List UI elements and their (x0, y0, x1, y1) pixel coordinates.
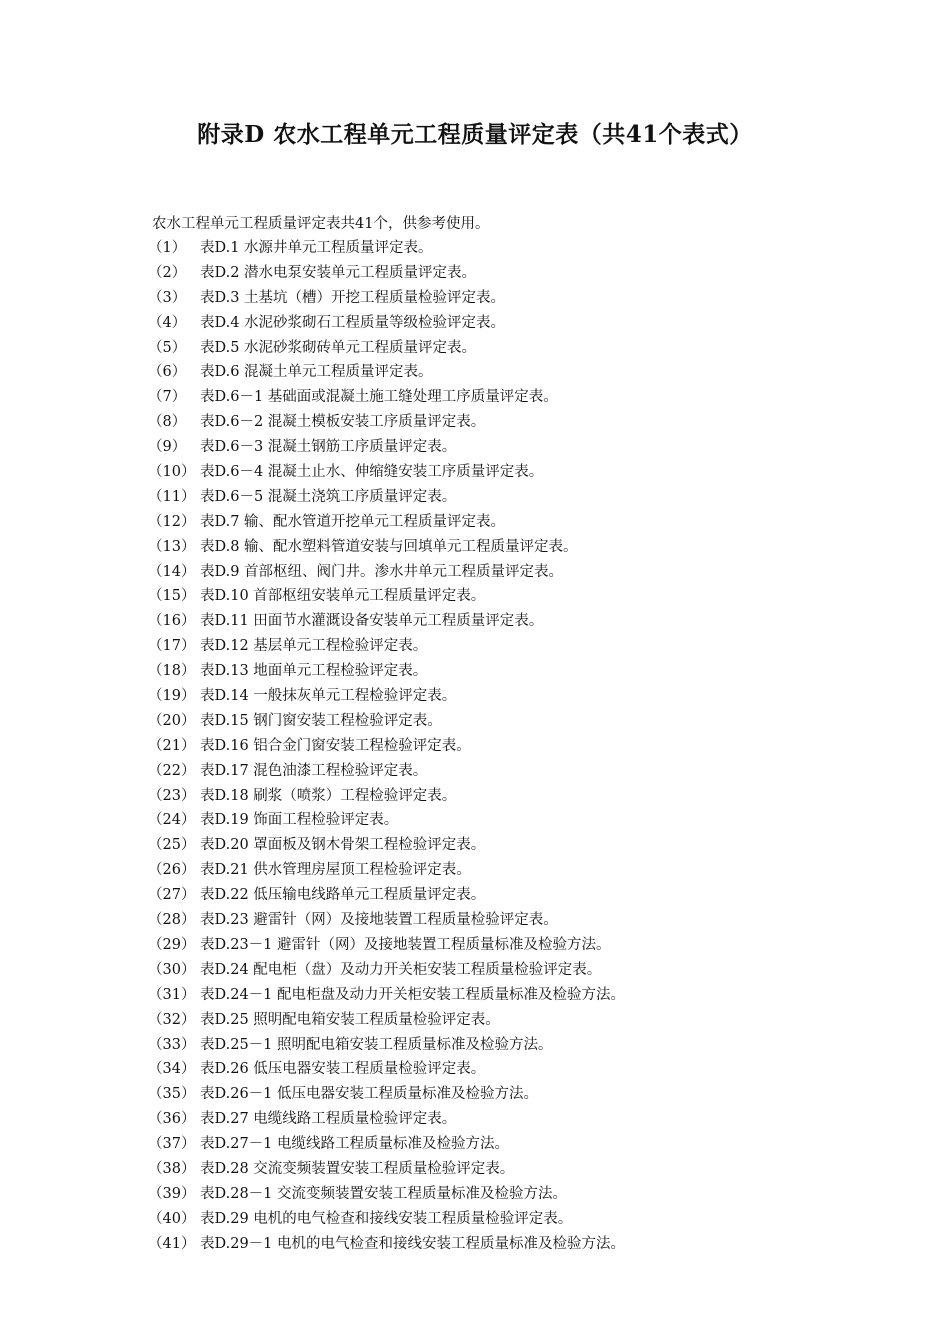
list-item-number: （4） (148, 314, 187, 331)
list-item-number: （28） (148, 912, 196, 929)
list-item (148, 1008, 848, 1033)
list-item-number: （33） (148, 1036, 196, 1053)
list-item (148, 460, 848, 485)
list-item-number: （40） (148, 1210, 196, 1227)
list-item-number: （30） (148, 961, 196, 978)
list-item-text: 表D.24 配电柜（盘）及动力开关柜安装工程质量检验评定表。 (200, 961, 602, 978)
list-item (148, 510, 848, 535)
list-item-number: （27） (148, 887, 196, 904)
list-item-text: 表D.9 首部枢纽、阀门井。渗水井单元工程质量评定表。 (200, 563, 564, 580)
list-item (148, 1207, 848, 1232)
list-item (148, 734, 848, 759)
list-item (148, 336, 848, 361)
list-item-text: 表D.26 低压电器安装工程质量检验评定表。 (200, 1061, 486, 1078)
list-item-text: 表D.6－1 基础面或混凝土施工缝处理工序质量评定表。 (200, 389, 558, 406)
list-item-text: 表D.26－1 低压电器安装工程质量标准及检验方法。 (200, 1086, 539, 1103)
list-item (148, 435, 848, 460)
list-item-text: 表D.19 饰面工程检验评定表。 (200, 812, 399, 829)
list-item (148, 684, 848, 709)
list-item (148, 311, 848, 336)
list-item-text: 表D.27－1 电缆线路工程质量标准及检验方法。 (200, 1136, 510, 1153)
list-item (148, 385, 848, 410)
list-item-number: （16） (148, 613, 196, 630)
list-item (148, 808, 848, 833)
list-item-number: （2） (148, 264, 187, 281)
list-item-number: （18） (148, 663, 196, 680)
list-item-number: （41） (148, 1235, 196, 1252)
list-item (148, 1107, 848, 1132)
list-item-text: 表D.14 一般抹灰单元工程检验评定表。 (200, 688, 457, 705)
list-item-number: （1） (148, 240, 187, 256)
list-item (148, 983, 848, 1008)
list-item-text: 表D.25 照明配电箱安装工程质量检验评定表。 (200, 1011, 500, 1028)
list-item-text: 表D.29－1 电机的电气检查和接线安装工程质量标准及检验方法。 (200, 1235, 626, 1252)
list-item-text: 表D.1 水源井单元工程质量评定表。 (200, 240, 433, 256)
list-item (148, 1082, 848, 1107)
list-item (148, 360, 848, 385)
list-item (148, 933, 848, 958)
list-item (148, 261, 848, 286)
list-item-number: （10） (148, 464, 196, 481)
list-item-text: 表D.6－3 混凝土钢筋工序质量评定表。 (200, 439, 457, 456)
list-item-number: （23） (148, 787, 196, 804)
list-item-text: 表D.28－1 交流变频装置安装工程质量标准及检验方法。 (200, 1185, 568, 1202)
list-item-number: （39） (148, 1185, 196, 1202)
list-item-number: （11） (148, 488, 196, 505)
list-item-number: （21） (148, 737, 196, 754)
list-item (148, 1232, 848, 1257)
list-item-number: （13） (148, 538, 196, 555)
list-item (148, 1033, 848, 1058)
list-item-text: 表D.23 避雷针（网）及接地装置工程质量检验评定表。 (200, 912, 558, 929)
list-item-number: （37） (148, 1136, 196, 1153)
intro-paragraph: 农水工程单元工程质量评定表共41个，供参考使用。 (152, 216, 490, 232)
list-item (148, 584, 848, 609)
list-item (148, 535, 848, 560)
list-item-text: 表D.15 钢门窗安装工程检验评定表。 (200, 712, 442, 729)
list-item-number: （35） (148, 1086, 196, 1103)
list-item (148, 1157, 848, 1182)
form-list (148, 236, 848, 1257)
list-item (148, 709, 848, 734)
list-item-text: 表D.11 田面节水灌溉设备安装单元工程质量评定表。 (200, 613, 544, 630)
list-item (148, 908, 848, 933)
list-item (148, 883, 848, 908)
list-item (148, 560, 848, 585)
list-item-text: 表D.18 刷浆（喷浆）工程检验评定表。 (200, 787, 457, 804)
list-item-text: 表D.2 潜水电泵安装单元工程质量评定表。 (200, 264, 477, 281)
list-item (148, 833, 848, 858)
list-item-text: 表D.4 水泥砂浆砌石工程质量等级检验评定表。 (200, 314, 506, 331)
list-item-number: （8） (148, 414, 187, 431)
list-item-text: 表D.6－4 混凝土止水、伸缩缝安装工序质量评定表。 (200, 464, 544, 481)
list-item (148, 634, 848, 659)
list-item-text: 表D.27 电缆线路工程质量检验评定表。 (200, 1111, 457, 1128)
list-item (148, 1057, 848, 1082)
list-item-text: 表D.16 铝合金门窗安装工程检验评定表。 (200, 737, 471, 754)
list-item-number: （5） (148, 339, 187, 356)
list-item-number: （38） (148, 1160, 196, 1177)
list-item-text: 表D.3 土基坑（槽）开挖工程质量检验评定表。 (200, 289, 506, 306)
list-item-number: （20） (148, 712, 196, 729)
page-title: 附录D 农水工程单元工程质量评定表（共41个表式） (197, 121, 753, 148)
list-item-text: 表D.24－1 配电柜盘及动力开关柜安装工程质量标准及检验方法。 (200, 986, 626, 1003)
list-item-text: 表D.6－2 混凝土模板安装工序质量评定表。 (200, 414, 486, 431)
list-item (148, 958, 848, 983)
list-item-number: （17） (148, 638, 196, 655)
list-item-text: 表D.17 混色油漆工程检验评定表。 (200, 762, 428, 779)
list-item (148, 485, 848, 510)
list-item (148, 609, 848, 634)
list-item-text: 表D.5 水泥砂浆砌砖单元工程质量评定表。 (200, 339, 477, 356)
list-item-text: 表D.6－5 混凝土浇筑工序质量评定表。 (200, 488, 457, 505)
list-item-text: 表D.12 基层单元工程检验评定表。 (200, 638, 428, 655)
list-item (148, 759, 848, 784)
list-item-text: 表D.29 电机的电气检查和接线安装工程质量检验评定表。 (200, 1210, 573, 1227)
list-item-text: 表D.22 低压输电线路单元工程质量评定表。 (200, 887, 486, 904)
list-item-number: （9） (148, 439, 187, 456)
list-item (148, 858, 848, 883)
list-item-text: 表D.8 输、配水塑料管道安装与回填单元工程质量评定表。 (200, 538, 578, 555)
list-item-text: 表D.20 罩面板及钢木骨架工程检验评定表。 (200, 837, 486, 854)
list-item (148, 236, 848, 261)
list-item-text: 表D.13 地面单元工程检验评定表。 (200, 663, 428, 680)
list-item-number: （12） (148, 513, 196, 530)
list-item (148, 1182, 848, 1207)
list-item-text: 表D.28 交流变频装置安装工程质量检验评定表。 (200, 1160, 515, 1177)
list-item-number: （22） (148, 762, 196, 779)
list-item-text: 表D.10 首部枢纽安装单元工程质量评定表。 (200, 588, 486, 605)
list-item-number: （29） (148, 936, 196, 953)
list-item (148, 784, 848, 809)
list-item-number: （19） (148, 688, 196, 705)
list-item-number: （34） (148, 1061, 196, 1078)
list-item-number: （25） (148, 837, 196, 854)
list-item-text: 表D.23－1 避雷针（网）及接地装置工程质量标准及检验方法。 (200, 936, 611, 953)
list-item (148, 286, 848, 311)
list-item-number: （3） (148, 289, 187, 306)
list-item (148, 659, 848, 684)
list-item-number: （36） (148, 1111, 196, 1128)
list-item-number: （15） (148, 588, 196, 605)
list-item-number: （6） (148, 364, 187, 381)
list-item-text: 表D.7 输、配水管道开挖单元工程质量评定表。 (200, 513, 506, 530)
list-item-number: （32） (148, 1011, 196, 1028)
list-item-text: 表D.25－1 照明配电箱安装工程质量标准及检验方法。 (200, 1036, 553, 1053)
list-item-text: 表D.6 混凝土单元工程质量评定表。 (200, 364, 433, 381)
list-item-text: 表D.21 供水管理房屋顶工程检验评定表。 (200, 862, 471, 879)
list-item (148, 1132, 848, 1157)
list-item-number: （14） (148, 563, 196, 580)
list-item-number: （7） (148, 389, 187, 406)
list-item (148, 410, 848, 435)
list-item-number: （26） (148, 862, 196, 879)
list-item-number: （31） (148, 986, 196, 1003)
list-item-number: （24） (148, 812, 196, 829)
